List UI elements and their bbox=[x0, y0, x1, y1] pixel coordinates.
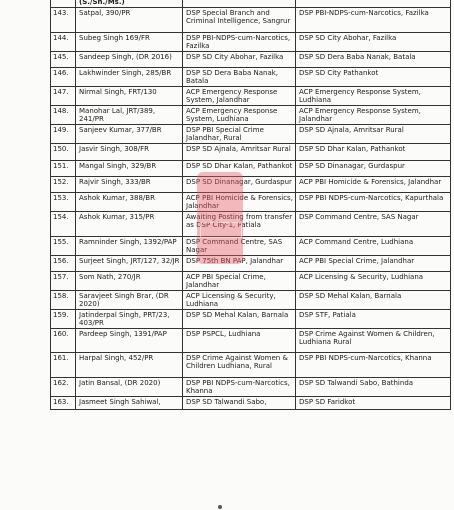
cell-to: DSP SD City Abohar, Fazilka bbox=[296, 33, 451, 52]
watermark-logo bbox=[197, 172, 243, 264]
cell-no: 152. bbox=[51, 177, 76, 193]
cell-no: 163. bbox=[51, 397, 76, 410]
watermark-badge bbox=[200, 222, 242, 238]
cell-from: DSP Special Branch and Criminal Intelligence, Sangrur bbox=[183, 8, 296, 33]
cell-to: ACP PBI Homicide & Forensics, Jalandhar bbox=[296, 177, 451, 193]
cell-name: Jatin Bansal, (DR 2020) bbox=[76, 378, 183, 397]
cell-to: DSP STF, Patiala bbox=[296, 310, 451, 329]
table-row bbox=[51, 52, 451, 68]
cell-name: Subeg Singh 169/FR bbox=[76, 33, 183, 52]
header-cell-from bbox=[183, 0, 296, 8]
cell-no: 143. bbox=[51, 8, 76, 33]
cell-no: 151. bbox=[51, 161, 76, 177]
cell-name: Rajvir Singh, 333/BR bbox=[76, 177, 183, 193]
table-row bbox=[51, 68, 451, 87]
cell-name: Nirmal Singh, FRT/130 bbox=[76, 87, 183, 106]
cell-to: DSP PBI-NDPS-cum-Narcotics, Fazilka bbox=[296, 8, 451, 33]
cell-to: DSP SD Mehal Kalan, Barnala bbox=[296, 291, 451, 310]
cell-to: ACP Command Centre, Ludhiana bbox=[296, 237, 451, 256]
cell-no: 157. bbox=[51, 272, 76, 291]
table-row bbox=[51, 378, 451, 397]
cell-name: Ashok Kumar, 388/BR bbox=[76, 193, 183, 212]
cell-from: ACP Emergency Response System, Ludhiana bbox=[183, 106, 296, 125]
cell-from: ACP PBI Special Crime, Jalandhar bbox=[183, 272, 296, 291]
cell-name: Surjeet Singh, JRT/127, 32/JR bbox=[76, 256, 183, 272]
cell-no: 154. bbox=[51, 212, 76, 237]
cell-from: DSP Command Centre, SAS Nagar bbox=[183, 237, 296, 256]
cell-to: ACP Emergency Response System, Jalandhar bbox=[296, 106, 451, 125]
cell-no: 149. bbox=[51, 125, 76, 144]
cell-no: 162. bbox=[51, 378, 76, 397]
header-cell-to bbox=[296, 0, 451, 8]
cell-name: Satpal, 390/PR bbox=[76, 8, 183, 33]
table-row bbox=[51, 310, 451, 329]
table-row bbox=[51, 329, 451, 353]
cell-no: 161. bbox=[51, 353, 76, 378]
cell-from: DSP 75th BN PAP, Jalandhar bbox=[183, 256, 296, 272]
page-mark bbox=[218, 505, 222, 509]
cell-to: ACP Licensing & Security, Ludhiana bbox=[296, 272, 451, 291]
cell-from: DSP PBI Special Crime Jalandhar, Rural bbox=[183, 125, 296, 144]
cell-to: DSP SD Faridkot bbox=[296, 397, 451, 410]
cell-no: 153. bbox=[51, 193, 76, 212]
cell-to: DSP PBI NDPS-cum-Narcotics, Khanna bbox=[296, 353, 451, 378]
table-row bbox=[51, 291, 451, 310]
table-row bbox=[51, 33, 451, 52]
table-row bbox=[51, 272, 451, 291]
cell-from: DSP SD Dhar Kalan, Pathankot bbox=[183, 161, 296, 177]
cell-name: Harpal Singh, 452/PR bbox=[76, 353, 183, 378]
cell-from: DSP SD Dinanagar, Gurdaspur bbox=[183, 177, 296, 193]
cell-from: DSP Crime Against Women & Children Ludhiana, Rural bbox=[183, 353, 296, 378]
cell-from: DSP SD City Abohar, Fazilka bbox=[183, 52, 296, 68]
cell-no: 146. bbox=[51, 68, 76, 87]
cell-from: DSP PBI NDPS-cum-Narcotics, Khanna bbox=[183, 378, 296, 397]
cell-name: Jasvir Singh, 308/FR bbox=[76, 144, 183, 161]
cell-no: 159. bbox=[51, 310, 76, 329]
cell-no: 145. bbox=[51, 52, 76, 68]
cell-to: ACP PBI Special Crime, Jalandhar bbox=[296, 256, 451, 272]
cell-no: 158. bbox=[51, 291, 76, 310]
cell-from: Awaiting Posting from transfer as DSP City-1, Patiala bbox=[183, 212, 296, 237]
table-row bbox=[51, 193, 451, 212]
cell-to: DSP SD Dhar Kalan, Pathankot bbox=[296, 144, 451, 161]
cell-from: DSP SD Talwandi Sabo, bbox=[183, 397, 296, 410]
table-row bbox=[51, 256, 451, 272]
table-row bbox=[51, 177, 451, 193]
cell-name: Jatinderpal Singh, PRT/23, 403/PR bbox=[76, 310, 183, 329]
cell-from: DSP SD Mehal Kalan, Barnala bbox=[183, 310, 296, 329]
table-row bbox=[51, 8, 451, 33]
cell-no: 160. bbox=[51, 329, 76, 353]
cell-from: DSP PSPCL, Ludhiana bbox=[183, 329, 296, 353]
cell-name: Sanjeev Kumar, 377/BR bbox=[76, 125, 183, 144]
transfer-table-body bbox=[51, 0, 451, 410]
table-row bbox=[51, 161, 451, 177]
cell-to: DSP Command Centre, SAS Nagar bbox=[296, 212, 451, 237]
cell-from: ACP Licensing & Security, Ludhiana bbox=[183, 291, 296, 310]
cell-no: 144. bbox=[51, 33, 76, 52]
cell-from: ACP Emergency Response System, Jalandhar bbox=[183, 87, 296, 106]
table-row bbox=[51, 237, 451, 256]
cell-name: Jasmeet Singh Sahiwal, bbox=[76, 397, 183, 410]
cell-name: Ramninder Singh, 1392/PAP bbox=[76, 237, 183, 256]
cell-name: Mangal Singh, 329/BR bbox=[76, 161, 183, 177]
cell-name: Manohar Lal, JRT/389, 241/PR bbox=[76, 106, 183, 125]
cell-to: ACP Emergency Response System, Ludhiana bbox=[296, 87, 451, 106]
table-row bbox=[51, 87, 451, 106]
cell-no: 148. bbox=[51, 106, 76, 125]
cell-to: DSP SD City Pathankot bbox=[296, 68, 451, 87]
cell-name: Saravjeet Singh Brar, (DR 2020) bbox=[76, 291, 183, 310]
header-cell-name: (S./Sh./Ms.) bbox=[76, 0, 183, 8]
cell-from: ACP PBI Homicide & Forensics, Jalandhar bbox=[183, 193, 296, 212]
cell-to: DSP Crime Against Women & Children, Ludhiana Rural bbox=[296, 329, 451, 353]
header-cell-no bbox=[51, 0, 76, 8]
cell-no: 156. bbox=[51, 256, 76, 272]
cell-from: DSP SD Dera Baba Nanak, Batala bbox=[183, 68, 296, 87]
cell-from: DSP PBI-NDPS-cum-Narcotics, Fazilka bbox=[183, 33, 296, 52]
cell-name: Pardeep Singh, 1391/PAP bbox=[76, 329, 183, 353]
cell-name: Som Nath, 270/JR bbox=[76, 272, 183, 291]
cell-to: DSP SD Talwandi Sabo, Bathinda bbox=[296, 378, 451, 397]
cell-no: 150. bbox=[51, 144, 76, 161]
table-header-row bbox=[51, 0, 451, 8]
cell-to: DSP PBI NDPS-cum-Narcotics, Kapurthala bbox=[296, 193, 451, 212]
cell-name: Sandeep Singh, (DR 2016) bbox=[76, 52, 183, 68]
table-row bbox=[51, 144, 451, 161]
cell-name: Lakhwinder Singh, 285/BR bbox=[76, 68, 183, 87]
table-row bbox=[51, 125, 451, 144]
cell-to: DSP SD Ajnala, Amritsar Rural bbox=[296, 125, 451, 144]
cell-to: DSP SD Dera Baba Nanak, Batala bbox=[296, 52, 451, 68]
cell-to: DSP SD Dinanagar, Gurdaspur bbox=[296, 161, 451, 177]
transfer-table bbox=[50, 0, 451, 410]
cell-from: DSP SD Ajnala, Amritsar Rural bbox=[183, 144, 296, 161]
table-row bbox=[51, 397, 451, 410]
table-row bbox=[51, 106, 451, 125]
cell-name: Ashok Kumar, 315/PR bbox=[76, 212, 183, 237]
table-row bbox=[51, 212, 451, 237]
table-row bbox=[51, 353, 451, 378]
cell-no: 155. bbox=[51, 237, 76, 256]
cell-no: 147. bbox=[51, 87, 76, 106]
